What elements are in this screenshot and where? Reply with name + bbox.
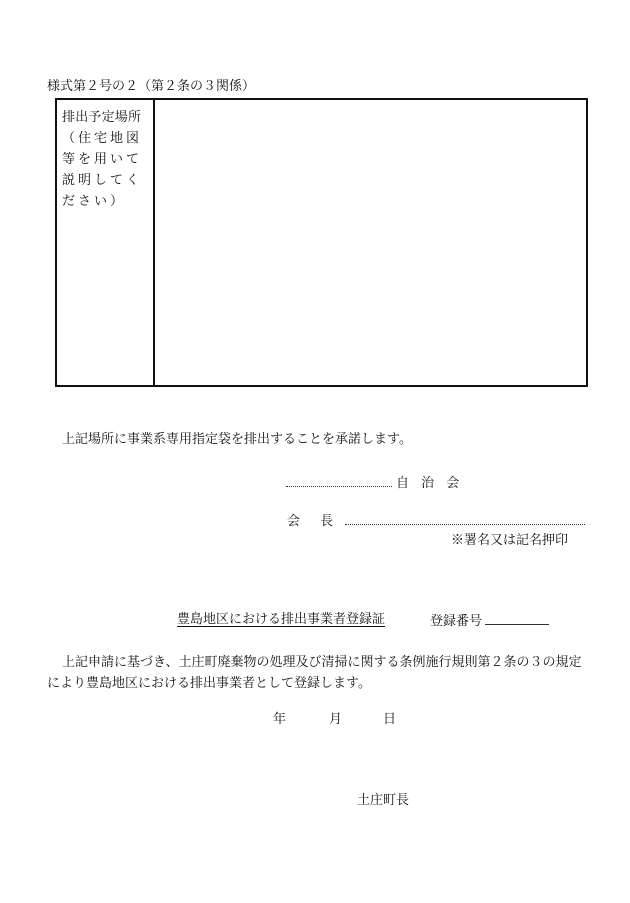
location-note: （住宅地図等を用いて説明してください） [62,131,143,209]
certificate-text-line-1: 上記申請に基づき、土庄町廃棄物の処理及び清掃に関する条例施行規則第２条の３の規定 [62,655,582,670]
association-signature-line [286,474,463,493]
date-month-label: 月 [329,712,343,727]
registration-number-field[interactable] [485,612,549,625]
date-day-label: 日 [383,712,397,727]
location-entry-field[interactable] [155,100,586,385]
president-name-field[interactable] [345,512,585,525]
consent-text: 上記場所に事業系専用指定袋を排出することを承諾します。 [62,432,412,447]
issuer-mayor: 土庄町長 [357,793,410,808]
certificate-title: 豊島地区における排出事業者登録証 [177,612,386,627]
signature-note: ※署名又は記名押印 [451,533,569,548]
president-signature-line [287,512,585,531]
association-label: 自 治 会 [396,476,464,491]
registration-number [430,612,549,631]
association-name-field[interactable] [286,474,392,487]
certificate-text-line-2: により豊島地区における排出事業者として登録します。 [47,676,371,691]
location-table [55,98,588,387]
date-year-label: 年 [273,712,287,727]
president-label: 会 長 [287,514,342,529]
registration-number-label: 登録番号 [430,614,483,629]
form-number: 様式第２号の２（第２条の３関係） [47,79,256,94]
location-label-cell [57,100,155,385]
location-label: 排出予定場所 [62,110,142,125]
date-line [273,712,396,729]
